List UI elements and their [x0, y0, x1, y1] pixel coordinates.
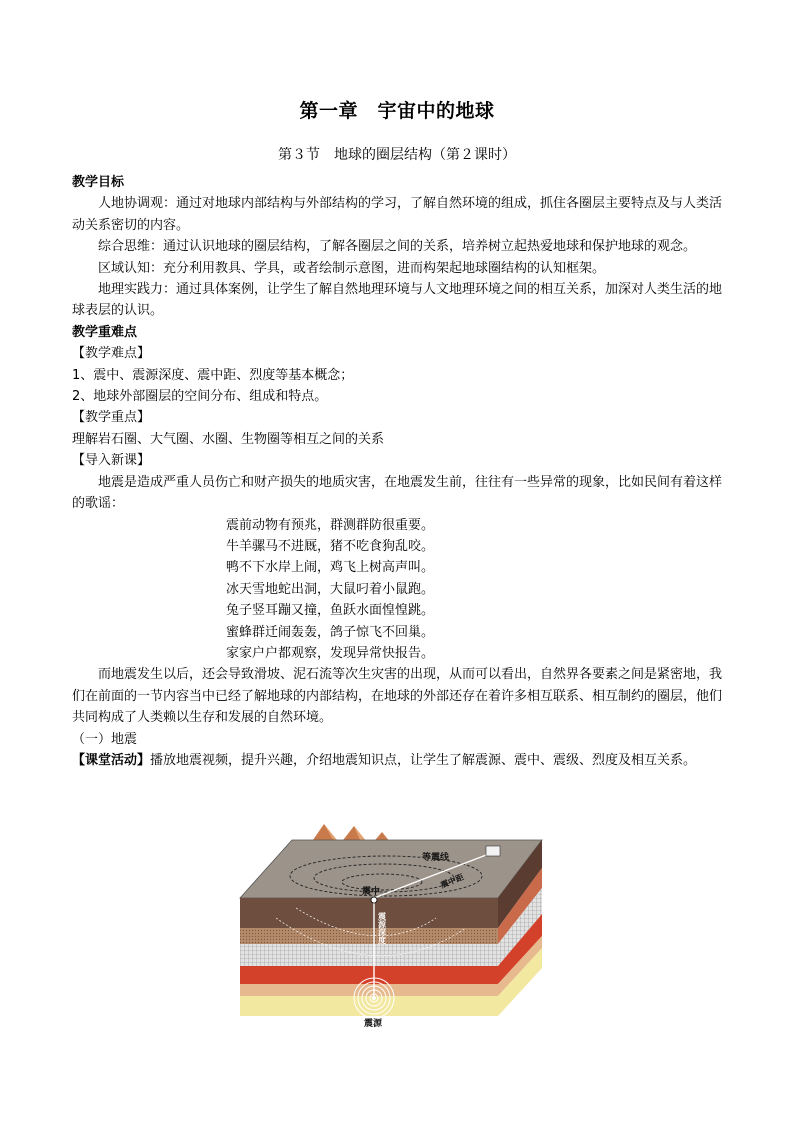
label-focus: 震源: [364, 1019, 383, 1029]
activity-label: 【课堂活动】: [72, 752, 151, 768]
goal-item: 地理实践力：通过具体案例，让学生了解自然地理环境与人文地理环境之间的相互关系，加深对人类生活的地球表层的认识。: [72, 282, 723, 319]
document-body: [72, 172, 724, 771]
rhyme-line: 震前动物有预兆，群测群防很重要。: [226, 517, 435, 533]
goal-item: 区域认知：充分利用教具、学具，或者绘制示意图，进而构架起地球圈结构的认知框架。: [98, 260, 606, 276]
activity-paragraph: [72, 750, 724, 771]
earthquake-diagram: [236, 818, 554, 1030]
difficult-heading: 【教学难点】: [72, 346, 151, 362]
chapter-title: 第一章 宇宙中的地球: [299, 100, 495, 122]
section-subtitle: 第３节 地球的圈层结构（第２课时）: [278, 147, 516, 163]
goals-heading: 教学目标: [72, 175, 125, 190]
intro-paragraph: 地震是造成严重人员伤亡和财产损失的地质灾害，在地震发生前，往往有一些异常的现象，比如民间有着这样的歌谣：: [72, 474, 723, 512]
rhyme-line: 家家户户都观察，发现异常快报告。: [226, 645, 435, 661]
focus-text: 理解岩石圈、大气圈、水圈、生物圈等相互之间的关系: [72, 431, 385, 447]
difficult-item: 1、震中、震源深度、震中距、烈度等基本概念；: [72, 367, 354, 383]
label-isoseismal: 等震线: [422, 853, 450, 863]
difficult-item: 2、地球外部圈层的空间分布、组成和特点。: [72, 389, 328, 405]
label-focal-depth: 震源深度: [377, 912, 387, 944]
intro-heading: 【导入新课】: [72, 453, 151, 469]
activity-text: 播放地震视频，提升兴趣，介绍地震知识点，让学生了解震源、震中、震级、烈度及相互关系。: [150, 752, 697, 768]
after-rhyme-paragraph: 而地震发生以后，还会导致滑坡、泥石流等次生灾害的出现，从而可以看出，自然界各要素之间是紧密地，我们在前面的一节内容当中已经了解地球的内部结构，在地球的外部还存在着许多相互联系、相互制约的圈层，他们共同构成了人类赖以生存和发展的自然环境。: [72, 667, 723, 726]
goal-item: 人地协调观：通过对地球内部结构与外部结构的学习，了解自然环境的组成，抓住各圈层主要特点及与人类活动关系密切的内容。: [72, 196, 723, 233]
rhyme-line: 蜜蜂群迁闹轰轰，鸽子惊飞不回巢。: [226, 624, 435, 640]
rhyme-line: 鸭不下水岸上闹，鸡飞上树高声叫。: [226, 560, 435, 576]
rhyme-line: 兔子竖耳蹦又撞，鱼跃水面惶惶跳。: [226, 603, 435, 619]
block-front-face: [240, 898, 498, 1016]
folk-rhyme: [72, 515, 724, 665]
section-earthquake-heading: （一）地震: [72, 731, 138, 747]
rhyme-line: 冰天雪地蛇出洞，大鼠叼着小鼠跑。: [226, 581, 435, 597]
goal-item: 综合思维：通过认识地球的圈层结构，了解各圈层之间的关系，培养树立起热爱地球和保护地球的观念。: [98, 239, 697, 255]
label-epicenter: 震中: [362, 887, 381, 897]
label-epicentral-distance: 震中距: [439, 872, 466, 890]
focus-heading: 【教学重点】: [72, 410, 151, 426]
rhyme-line: 牛羊骡马不进厩，猪不吃食狗乱咬。: [226, 538, 435, 554]
key-points-heading: 教学重难点: [72, 324, 138, 340]
